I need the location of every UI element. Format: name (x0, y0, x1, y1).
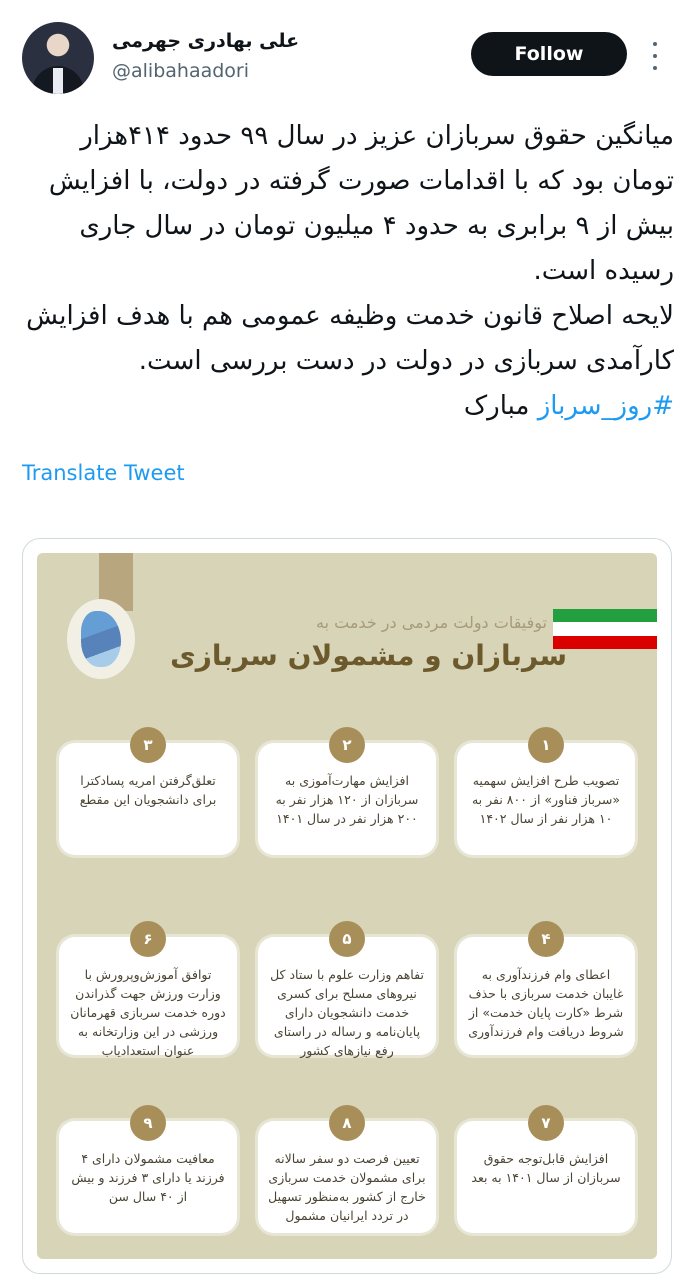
card-number: ۳ (130, 727, 166, 763)
display-name[interactable]: علی بهادری جهرمی (112, 30, 300, 52)
tweet-media[interactable] (22, 538, 672, 1274)
user-handle[interactable]: @alibahaadori (112, 60, 250, 82)
flag-stripe (553, 609, 657, 622)
achievement-card (59, 1114, 237, 1233)
card-number: ۹ (130, 1105, 166, 1141)
card-number: ۷ (528, 1105, 564, 1141)
infographic-headline: سربازان و مشمولان سربازی (170, 639, 567, 672)
achievement-card (457, 930, 635, 1055)
achievement-card (457, 1114, 635, 1233)
achievement-card (258, 1114, 436, 1233)
translate-tweet-link[interactable]: Translate Tweet (22, 461, 185, 485)
card-text: افزایش مهارت‌آموزی به سربازان از ۱۲۰ هزار نفر به ۲۰۰ هزار نفر در سال ۱۴۰۱ (275, 773, 419, 826)
infographic-image (37, 553, 657, 1259)
flag-stripe (553, 622, 657, 635)
tweet-paragraph (22, 294, 674, 429)
tweet-paragraph-2: لایحه اصلاح قانون خدمت وظیفه عمومی هم با هدف افزایش کارآمدی سربازی در دولت در دست بررسی است. (26, 301, 674, 376)
tavafogh-logo (67, 599, 135, 679)
achievement-card (258, 930, 436, 1058)
hashtag-suffix: مبارک (463, 391, 538, 421)
achievement-card (258, 736, 436, 855)
card-text: تعیین فرصت دو سفر سالانه برای مشمولان خدمت سربازی خارج از کشور به‌منظور تسهیل در تردد ایرانیان مشمول (268, 1151, 426, 1223)
flag-stripe (553, 636, 657, 649)
card-number: ۱ (528, 727, 564, 763)
card-text: تعلق‌گرفتن امریه پسادکترا برای دانشجویان این مقطع (79, 773, 217, 807)
card-number: ۸ (329, 1105, 365, 1141)
tweet-paragraph: میانگین حقوق سربازان عزیز در سال ۹۹ حدود ۴۱۴هزار تومان بود که با اقدامات صورت گرفته در دولت، با افزایش بیش از ۹ برابری به حدود ۴ میلیون تومان در سال جاری رسیده است. (48, 121, 674, 286)
card-text: افزایش قابل‌توجه حقوق سربازان از سال ۱۴۰۱ به بعد (471, 1151, 621, 1185)
hashtag-link[interactable]: #روز_سرباز (537, 391, 674, 421)
iran-flag-icon (553, 609, 657, 649)
card-number: ۴ (528, 921, 564, 957)
achievement-card (59, 930, 237, 1058)
card-number: ۵ (329, 921, 365, 957)
achievement-card (457, 736, 635, 855)
follow-button[interactable]: Follow (471, 32, 627, 76)
avatar[interactable] (22, 22, 94, 94)
card-number: ۶ (130, 921, 166, 957)
tweet-text (22, 114, 674, 429)
card-text: توافق آموزش‌وپرورش با وزارت ورزش جهت گذراندن دوره خدمت سربازی قهرمانان ورزشی در این وزارتخانه به عنوان استعدادیاب (70, 967, 226, 1058)
card-number: ۲ (329, 727, 365, 763)
card-text: اعطای وام فرزندآوری به غایبان خدمت سربازی با حذف شرط «کارت پایان خدمت» از شروط دریافت وام فرزندآوری (468, 967, 624, 1039)
card-text: معافیت مشمولان دارای ۴ فرزند یا دارای ۳ فرزند و بیش از ۴۰ سال سن (71, 1151, 225, 1204)
card-text: تصویب طرح افزایش سهمیه «سرباز فناور» از ۸۰۰ نفر به ۱۰ هزار نفر از سال ۱۴۰۲ (471, 773, 621, 826)
achievement-card (59, 736, 237, 855)
card-text: تفاهم وزارت علوم با ستاد کل نیروهای مسلح برای کسری خدمت دانشجویان دارای پایان‌نامه و رساله در راستای رفع نیازهای کشور (270, 967, 424, 1058)
infographic-subtitle: توفیقات دولت مردمی در خدمت به (316, 613, 547, 632)
more-options-icon[interactable] (648, 42, 662, 70)
